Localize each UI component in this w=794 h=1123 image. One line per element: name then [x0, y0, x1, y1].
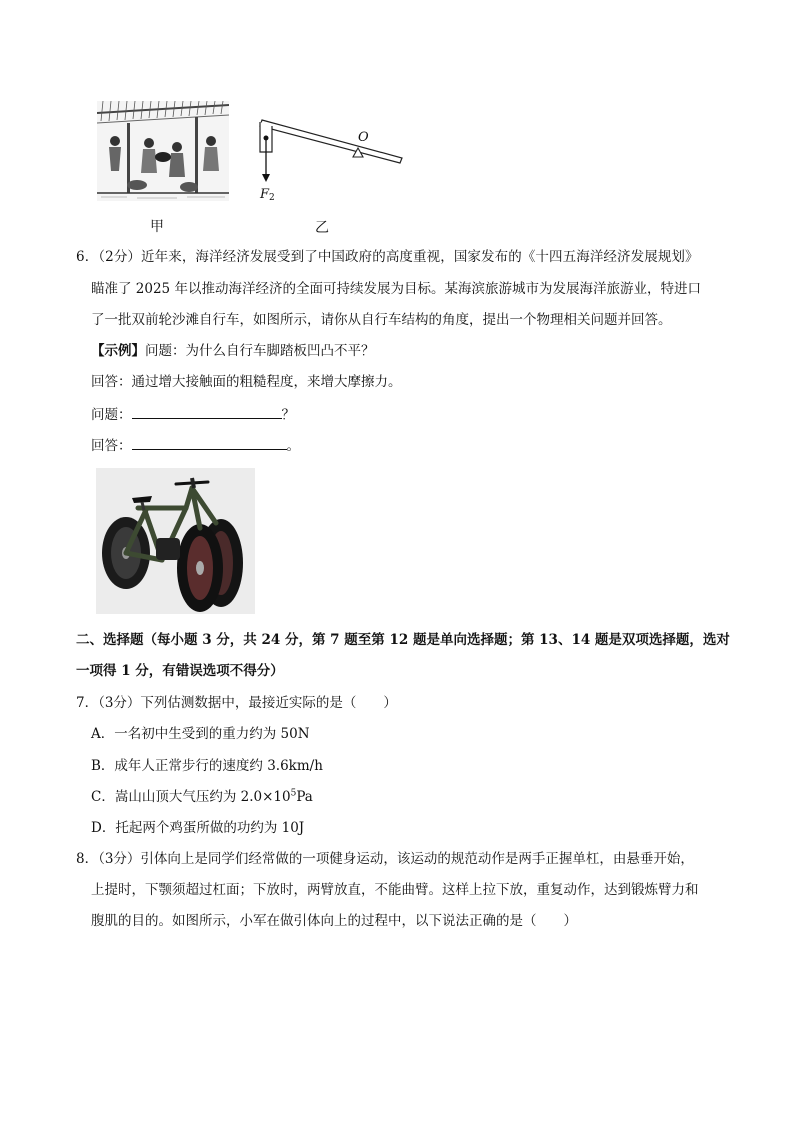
q7-stem: 7．（3分）下列估测数据中，最接近实际的是（ ）	[76, 695, 397, 711]
lever-diagram	[252, 108, 407, 208]
q7-option-b[interactable]: B．成年人正常步行的速度约 3.6km/h	[91, 758, 323, 774]
pivot-label: O	[358, 130, 369, 145]
option-c-unit: Pa	[296, 789, 313, 805]
force-label-sub: 2	[269, 193, 275, 203]
beach-bicycle-photo	[96, 468, 255, 614]
question-label: 问题：	[91, 407, 132, 423]
q6-question-blank-row	[91, 403, 295, 425]
force-label	[260, 187, 275, 203]
q8-line1: 8．（3分）引体向上是同学们经常做的一项健身运动，该运动的规范动作是两手正握单杠，由悬垂开始，	[76, 851, 694, 867]
example-question: 问题：为什么自行车脚踏板凹凸不平？	[145, 343, 375, 359]
example-tag: 【示例】	[91, 343, 145, 359]
section2-heading-line2: 一项得 1 分，有错误选项不得分）	[76, 663, 284, 679]
q6-example-answer: 回答：通过增大接触面的粗糙程度，来增大摩擦力。	[91, 374, 402, 390]
pin-dot	[264, 136, 269, 141]
option-c-exponent: 5	[290, 788, 297, 799]
q8-line2: 上提时，下颚须超过杠面；下放时，两臂放直，不能曲臂。这样上拉下放，重复动作，达到锻炼臂力和	[91, 882, 699, 898]
force-label-main: F	[260, 187, 270, 202]
lever-bar	[260, 120, 402, 163]
answer-blank[interactable]	[132, 434, 287, 450]
figure-jia-caption: 甲	[150, 219, 164, 235]
ancient-illustration-figure	[97, 101, 229, 201]
q6-line1: 6．（2分）近年来，海洋经济发展受到了中国政府的高度重视，国家发布的《十四五海洋经济发展规划》	[76, 249, 699, 265]
q6-example-question-row	[91, 341, 375, 361]
q7-option-c[interactable]	[91, 787, 313, 807]
q6-line3: 了一批双前轮沙滩自行车，如图所示，请你从自行车结构的角度，提出一个物理相关问题并回答。	[91, 312, 672, 328]
question-answer-blank[interactable]	[132, 403, 282, 419]
answer-period: 。	[286, 438, 300, 454]
q8-line3: 腹肌的目的。如图所示，小军在做引体向上的过程中，以下说法正确的是（ ）	[91, 913, 577, 929]
option-c-text: C．嵩山山顶大气压约为 2.0×10	[91, 789, 291, 805]
answer-label: 回答：	[91, 438, 132, 454]
q6-line2: 瞄准了 2025 年以推动海洋经济的全面可持续发展为目标。某海滨旅游城市为发展海洋旅游业，特进口	[91, 281, 701, 297]
figure-yi-caption: 乙	[315, 220, 329, 236]
q7-option-a[interactable]: A．一名初中生受到的重力约为 50N	[91, 726, 310, 742]
q7-option-d[interactable]: D．托起两个鸡蛋所做的功约为 10J	[91, 820, 305, 836]
question-mark: ？	[281, 407, 295, 423]
q6-answer-blank-row	[91, 434, 300, 456]
section2-heading-line1: 二、选择题（每小题 3 分，共 24 分，第 7 题至第 12 题是单向选择题；第 13、14 题是双项选择题，选对	[76, 632, 730, 648]
